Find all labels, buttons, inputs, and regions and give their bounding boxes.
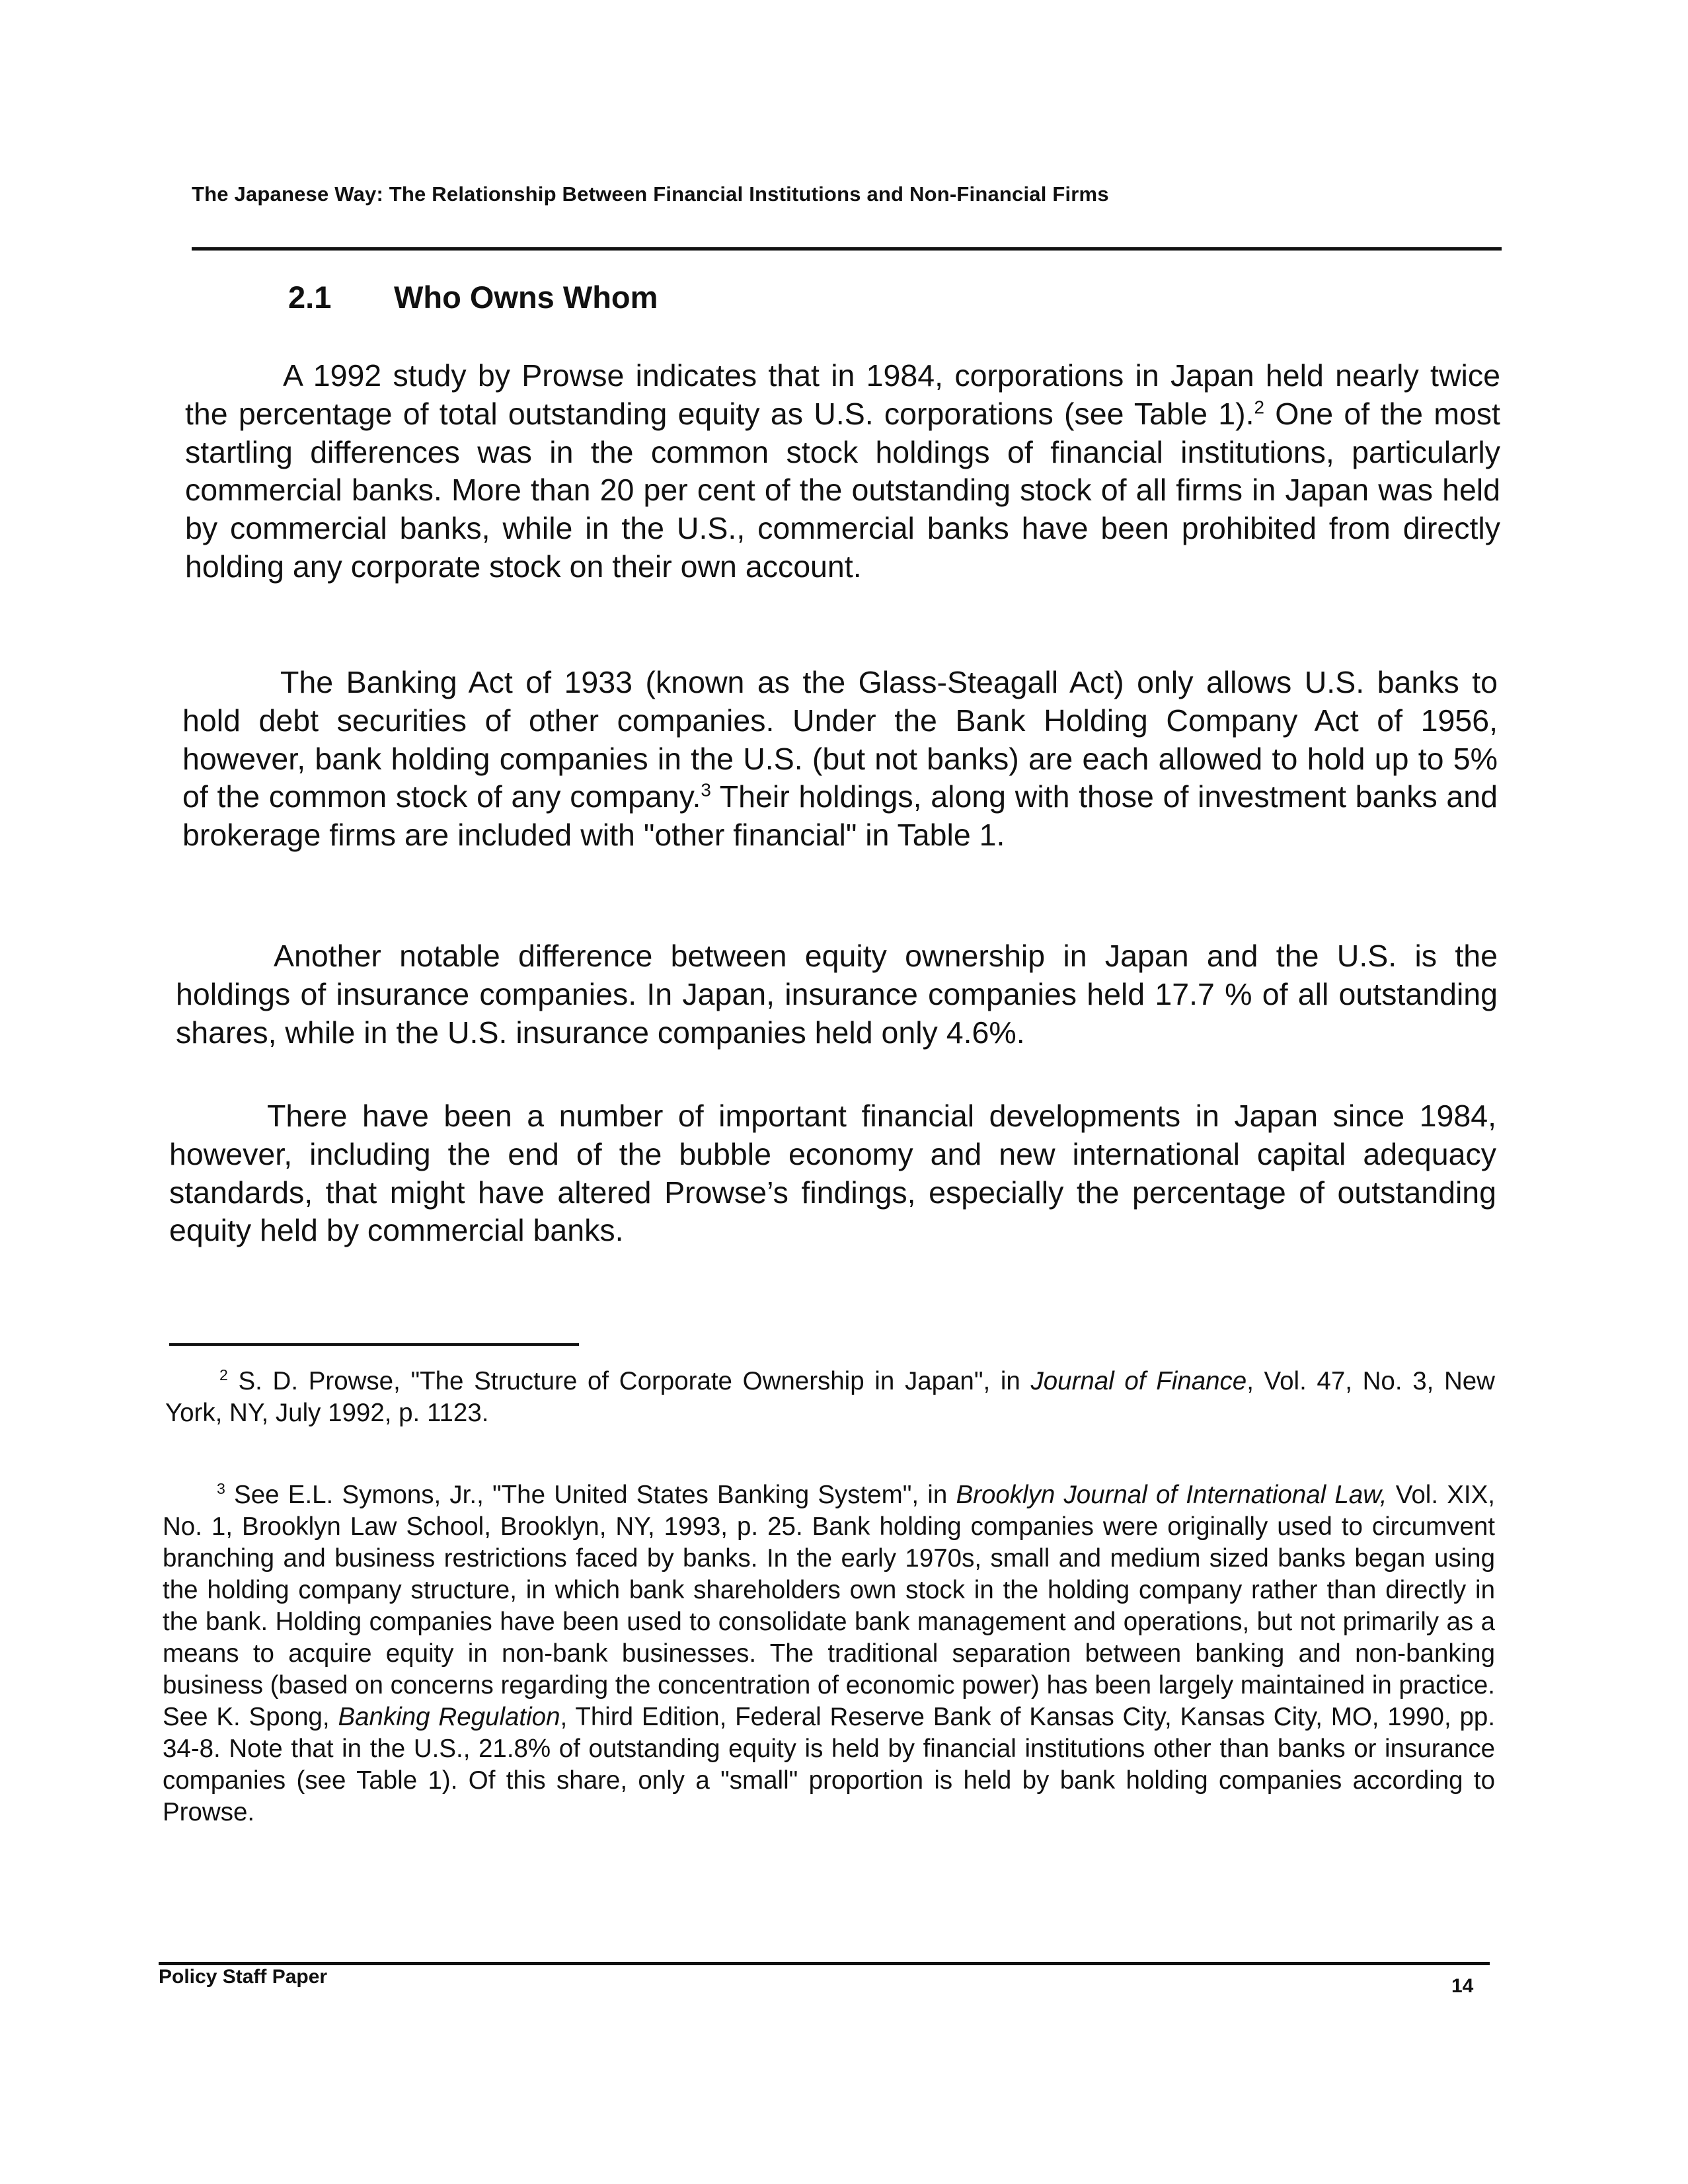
section-heading [288, 279, 658, 315]
footnote-ref-2: 2 [1254, 397, 1264, 418]
paragraph-1-text-b: One of the most startling differences was in the common stock holdings of financial institutions, particularly commercial banks. More than 20 per cent of the outstanding stock of all firms in Japan was held by commercial banks, while in the U.S., commercial banks have been prohibited from directly holding any corporate stock on their own account. [185, 396, 1500, 584]
paragraph-1-text-a: A 1992 study by Prowse indicates that in 1984, corporations in Japan held nearly twice the percentage of total outstanding equity as U.S. corporations (see Table 1). [185, 358, 1500, 431]
footnote-3-book: Banking Regulation [338, 1703, 560, 1731]
footnote-separator [169, 1343, 579, 1346]
footnote-2-text-b: , Vol. 47, No. 3, New York, NY, July 1992, p. 1123. [165, 1367, 1495, 1427]
footer-rule [159, 1962, 1490, 1965]
footer-label: Policy Staff Paper [159, 1966, 328, 1988]
paragraph-2-text-a: The Banking Act of 1933 (known as the Glass-Steagall Act) only allows U.S. banks to hold debt securities of other companies. Under the Bank Holding Company Act of 1956, however, bank holding companies in the U.S. (but not banks) are each allowed to hold up to 5% of the common stock of any company. [182, 665, 1498, 814]
footnote-2-marker: 2 [219, 1366, 228, 1384]
footnote-3-text-b: Vol. XIX, No. 1, Brooklyn Law School, Brooklyn, NY, 1993, p. 25. Bank holding companies were originally used to circumvent branching and business restrictions faced by banks. In the early 1970s, small and medium sized banks began using the holding company structure, in which bank shareholders own stock in the holding company rather than directly in the bank. Holding companies have been used to consolidate bank management and operations, but not primarily as a means to acquire equity in non-bank businesses. The traditional separation between banking and non-banking business (based on concerns regarding the concentration of economic power) has been largely maintained in practice. See K. Spong, [163, 1481, 1496, 1731]
running-header: The Japanese Way: The Relationship Between Financial Institutions and Non-Financial Firms [192, 182, 1109, 206]
footnote-2-text-a: S. D. Prowse, "The Structure of Corporate Ownership in Japan", in [227, 1367, 1031, 1395]
section-number: 2.1 [288, 280, 332, 315]
footnote-3-journal: Brooklyn Journal of International Law, [956, 1481, 1387, 1509]
paragraph-1 [185, 357, 1500, 586]
footnote-ref-3: 3 [701, 779, 711, 800]
paragraph-3: Another notable difference between equity ownership in Japan and the U.S. is the holdings of insurance companies. In Japan, insurance companies held 17.7 % of all outstanding shares, while in the U.S. insurance companies held only 4.6%. [176, 939, 1498, 1050]
footnote-3 [163, 1479, 1495, 1828]
footnote-2-journal: Journal of Finance [1030, 1367, 1247, 1395]
footnote-3-text-c: , Third Edition, Federal Reserve Bank of Kansas City, Kansas City, MO, 1990, pp. 34-8. Note that in the U.S., 21.8% of outstanding equity is held by financial institutions other than banks or insurance companies (see Table 1). Of this share, only a "small" proportion is held by bank holding companies according to Prowse. [163, 1703, 1496, 1826]
footnote-3-text-a: See E.L. Symons, Jr., "The United States Banking System", in [225, 1481, 956, 1509]
paragraph-4: There have been a number of important financial developments in Japan since 1984, however, including the end of the bubble economy and new international capital adequacy standards, that might have altered Prowse’s findings, especially the percentage of outstanding equity held by commercial banks. [169, 1099, 1496, 1248]
page-number: 14 [1451, 1975, 1474, 1997]
header-rule [192, 247, 1502, 251]
paragraph-2 [182, 664, 1498, 855]
section-title: Who Owns Whom [394, 280, 658, 315]
paragraph-2-text-b: Their holdings, along with those of investment banks and brokerage firms are included with "other financial" in Table 1. [182, 779, 1498, 853]
footnote-3-marker: 3 [217, 1480, 225, 1498]
footnote-2 [165, 1366, 1495, 1429]
